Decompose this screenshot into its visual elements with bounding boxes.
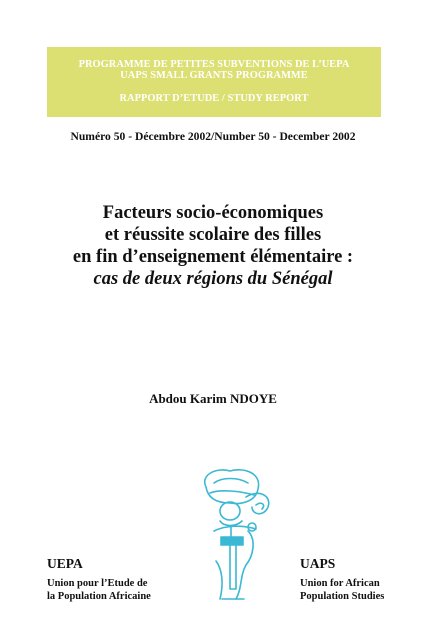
banner-program-en: UAPS SMALL GRANTS PROGRAMME [120,70,308,81]
banner-report-type: RAPPORT D’ETUDE / STUDY REPORT [119,93,309,104]
title-line-3: en fin d’enseignement élémentaire : [72,247,354,267]
org-uaps-acronym: UAPS [300,556,336,571]
title-subtitle: cas de deux régions du Sénégal [93,269,333,289]
issue-line: Numéro 50 - Décembre 2002/Number 50 - December 2002 [70,130,356,143]
series-banner [47,47,381,117]
org-uepa-name-2: la Population Africaine [47,591,151,602]
org-uaps-name-2: Population Studies [300,591,385,602]
author-name: Abdou Karim NDOYE [149,391,277,406]
org-uaps-name-1: Union for African [300,578,380,589]
document-title [0,202,426,290]
org-uepa-name-1: Union pour l’Etude de [47,578,148,589]
title-line-1: Facteurs socio-économiques [102,203,324,223]
org-uaps [300,557,384,603]
org-uepa-acronym: UEPA [47,556,83,571]
uaps-logo-icon [186,465,284,615]
org-uepa [47,557,151,603]
title-line-2: et réussite scolaire des filles [104,225,322,245]
banner-program-fr: PROGRAMME DE PETITES SUBVENTIONS DE L’UEPA [78,59,350,70]
